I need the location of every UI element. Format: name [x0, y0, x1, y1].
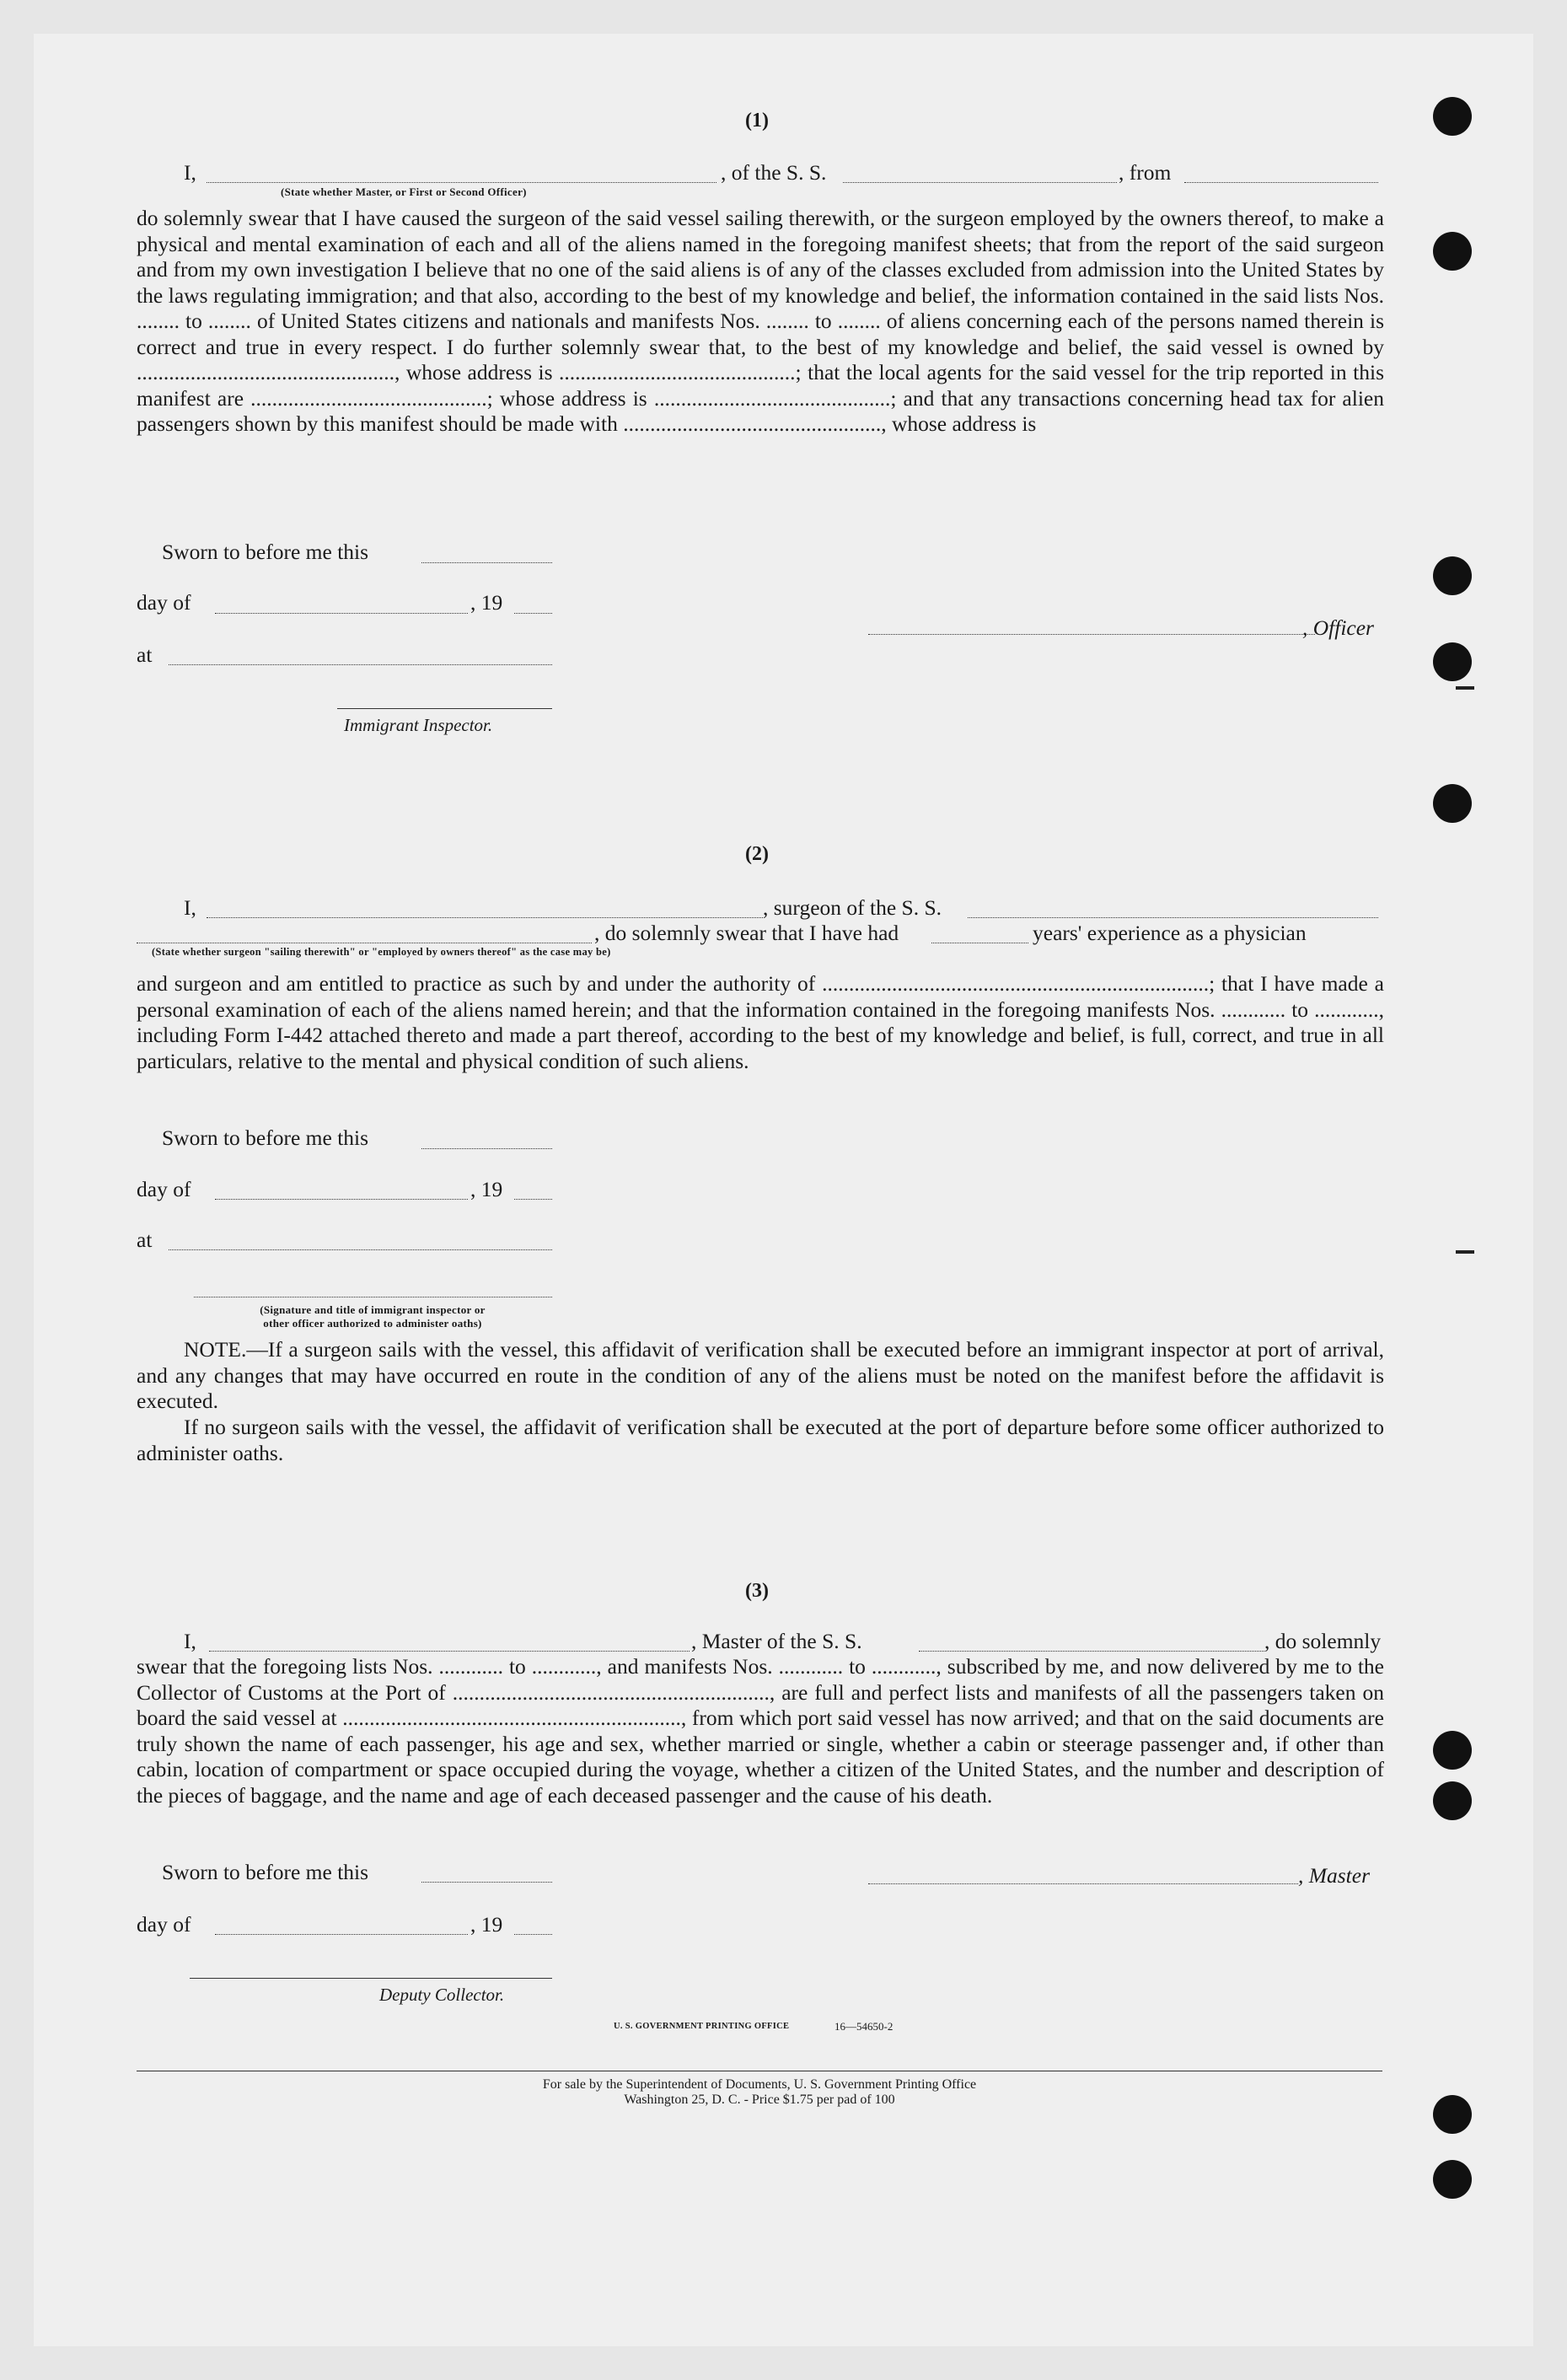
s1-year-field[interactable] — [514, 613, 552, 614]
s1-from-port-field[interactable] — [1184, 182, 1378, 183]
s3-vessel-name-field[interactable] — [919, 1651, 1264, 1652]
s2-i-label: I, — [184, 895, 196, 920]
margin-mark — [1456, 1250, 1474, 1254]
s2-oath-paragraph: and surgeon and am entitled to practice as such by and under the authority of ........................................................................; that I have made a personal examination of each of the aliens named herein; and that the information contained in the foregoing manifests Nos. ............ to ............, including Form I-442 attached thereto and made a part thereof, according to the best of my knowledge and belief, is full, correct, and true in all particulars, relative to the mental and physical condition of such aliens. — [137, 971, 1384, 1073]
s3-oath-paragraph: swear that the foregoing lists Nos. ............ to ............, and manifests Nos. ............ to ............, subscribed by me, and now delivered by me to the Collector of Customs at the Port of ..........................................................., are full and perfect lists and manifests of all the passengers taken on board the said vessel at ..............................................................., from which port said vessel has now arrived; and that on the said documents are truly shown the name of each passenger, his age and sex, whether married or single, whether a cabin or steerage passenger and, if other than cabin, location of compartment or space occupied during the voyage, whether a citizen of the United States, and the number and description of the pieces of baggage, and the name and age of each deceased passenger and the cause of his death. — [137, 1654, 1384, 1808]
s1-oath-paragraph: do solemnly swear that I have caused the surgeon of the said vessel sailing therewith, or the surgeon employed by the owners thereof, to make a physical and mental examination of each and all of the aliens named in the foregoing manifest sheets; that from the report of the said surgeon and from my own investigation I believe that no one of the said aliens is of any of the classes excluded from admission into the United States by the laws regulating immigration; and that also, according to the best of my knowledge and belief, the information contained in the said lists Nos. ........ to ........ of United States citizens and nationals and manifests Nos. ........ to ........ of aliens concerning each of the persons named therein is correct and true in every respect. I do further solemnly swear that, to the best of my knowledge and belief, the said vessel is owned by ................................................, whose address is ............................................; that the local agents for the said vessel for the trip reported in this manifest are ............................................; whose address is ............................................; and that any transactions concerning head tax for alien passengers shown by this manifest should be made with ................................................, whose address is — [137, 206, 1384, 436]
s1-vessel-name-field[interactable] — [843, 182, 1117, 183]
s3-sworn-label: Sworn to before me this — [162, 1860, 369, 1884]
s2-surgeon-name-field[interactable] — [207, 917, 763, 918]
s2-no-surgeon-paragraph: If no surgeon sails with the vessel, the affidavit of verification shall be executed at the port of departure before some officer authorized to administer oaths. — [137, 1415, 1384, 1465]
s1-at-label: at — [137, 642, 153, 667]
form-number: 16—54650-2 — [834, 2020, 894, 2033]
s2-signature-note-1: (Signature and title of immigrant inspector or — [260, 1303, 486, 1316]
s1-inspector-label: Immigrant Inspector. — [344, 715, 493, 735]
s2-year-label: , 19 — [470, 1177, 503, 1201]
s1-at-field[interactable] — [169, 664, 552, 665]
s1-officer-label: , Officer — [1302, 615, 1374, 640]
section-2-heading: (2) — [745, 843, 769, 865]
s2-year-field[interactable] — [514, 1199, 552, 1200]
s3-master-label: , Master — [1298, 1863, 1370, 1888]
s2-years-exp-label: years' experience as a physician — [1033, 921, 1307, 945]
margin-mark — [1456, 686, 1474, 690]
s3-year-label: , 19 — [470, 1912, 503, 1937]
punch-hole — [1433, 556, 1472, 595]
s2-at-label: at — [137, 1228, 153, 1252]
punch-hole — [1433, 232, 1472, 271]
s1-master-note: (State whether Master, or First or Second Officer) — [281, 185, 527, 198]
s2-sworn-label: Sworn to before me this — [162, 1126, 369, 1150]
s1-year-label: , 19 — [470, 590, 503, 615]
punch-hole — [1433, 784, 1472, 823]
s2-note-paragraph: NOTE.—If a surgeon sails with the vessel, this affidavit of verification shall be executed before an immigrant inspector at port of arrival, and any changes that may have occurred en route in the condition of any of the aliens must be noted on the manifest before the affidavit is executed. — [137, 1337, 1384, 1413]
punch-hole — [1433, 1781, 1472, 1820]
section-3-heading: (3) — [745, 1580, 769, 1602]
s2-at-field[interactable] — [169, 1249, 552, 1250]
s1-month-field[interactable] — [215, 613, 468, 614]
sale-notice-line-1: For sale by the Superintendent of Documents, U. S. Government Printing Office — [542, 2077, 977, 2092]
s2-month-field[interactable] — [215, 1199, 468, 1200]
s3-master-of-label: , Master of the S. S. — [691, 1629, 862, 1653]
s3-month-field[interactable] — [215, 1934, 468, 1935]
sale-notice-line-2: Washington 25, D. C. - Price $1.75 per pad of 100 — [624, 2093, 895, 2107]
s1-from-label: , from — [1119, 160, 1172, 185]
punch-hole — [1433, 642, 1472, 681]
s3-year-field[interactable] — [514, 1934, 552, 1935]
s3-master-name-field[interactable] — [209, 1651, 690, 1652]
s3-deputy-label: Deputy Collector. — [379, 1985, 505, 2005]
s3-master-signature-field[interactable] — [868, 1883, 1298, 1884]
s1-sworn-date-field[interactable] — [421, 562, 552, 563]
s2-swear-had-label: , do solemnly swear that I have had — [594, 921, 899, 945]
gpo-imprint: U. S. GOVERNMENT PRINTING OFFICE — [614, 2022, 790, 2031]
punch-hole — [1433, 97, 1472, 136]
s2-vessel-name-field[interactable] — [968, 917, 1378, 918]
s1-sworn-label: Sworn to before me this — [162, 540, 369, 564]
s1-day-of-label: day of — [137, 590, 191, 615]
s1-master-name-field[interactable] — [207, 182, 716, 183]
s3-sworn-date-field[interactable] — [421, 1882, 552, 1883]
s1-i-label: I, — [184, 160, 196, 185]
s2-sworn-date-field[interactable] — [421, 1148, 552, 1149]
s2-signature-note-2: other officer authorized to administer oaths) — [263, 1317, 482, 1330]
s2-surgeon-of-label: , surgeon of the S. S. — [763, 895, 942, 920]
s3-solemnly-label: , do solemnly — [1264, 1629, 1382, 1653]
s2-day-of-label: day of — [137, 1177, 191, 1201]
s1-officer-signature-field[interactable] — [868, 634, 1315, 635]
punch-hole — [1433, 2095, 1472, 2134]
s3-collector-signature-line[interactable] — [190, 1978, 552, 1979]
s2-surgeon-note: (State whether surgeon "sailing therewith" or "employed by owners thereof" as the case may be) — [152, 946, 611, 958]
s3-i-label: I, — [184, 1629, 196, 1653]
section-1-heading: (1) — [745, 110, 769, 132]
s1-of-ss-label: , of the S. S. — [721, 160, 827, 185]
s3-day-of-label: day of — [137, 1912, 191, 1937]
punch-hole — [1433, 1731, 1472, 1770]
punch-hole — [1433, 2160, 1472, 2199]
s1-inspector-signature-line[interactable] — [337, 708, 552, 709]
